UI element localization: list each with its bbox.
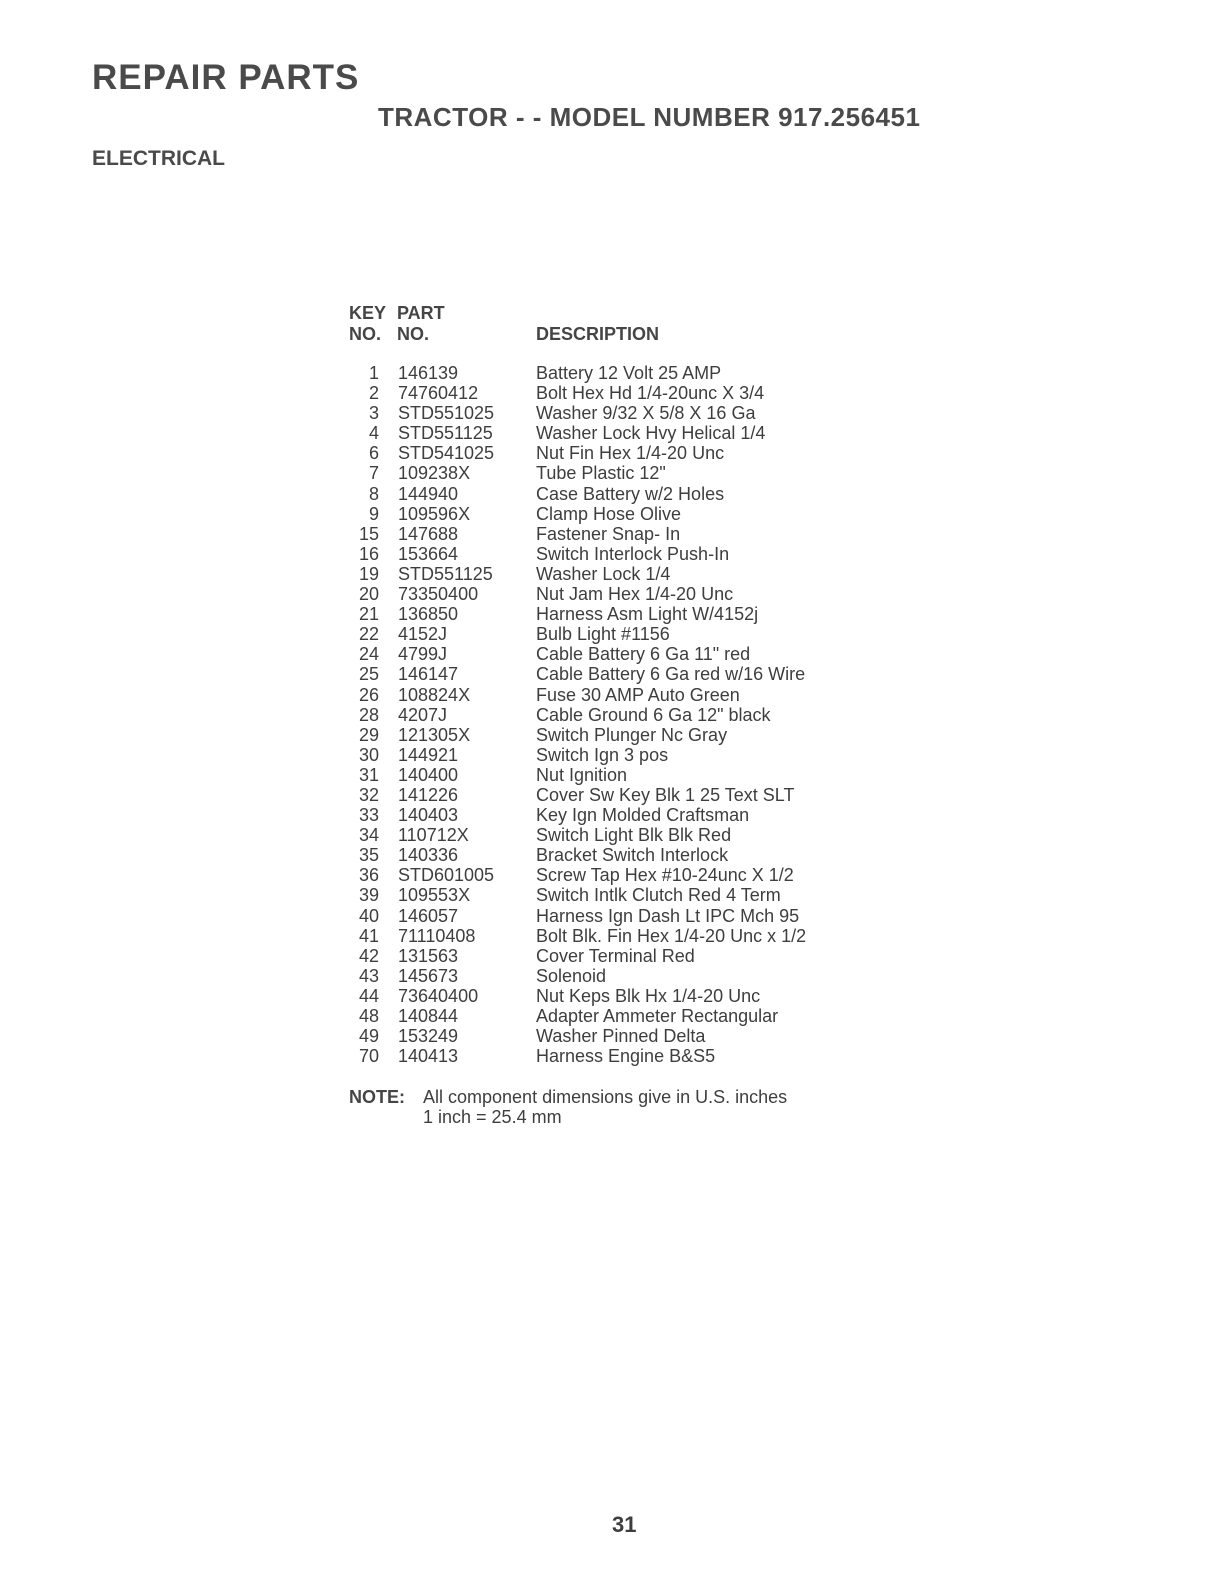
part-no: STD541025 [398,443,495,464]
part-no: STD551125 [398,563,493,584]
description: Key Ign Molded Craftsman [536,805,750,826]
key-no: 15 [358,523,379,544]
part-no: 74760412 [398,383,479,404]
key-no: 32 [358,784,379,805]
description: Washer Pinned Delta [536,1026,706,1047]
part-no: 110712X [398,825,469,846]
description: Harness Engine B&S5 [536,1046,716,1067]
part-no: 4207J [398,704,448,725]
description: Adapter Ammeter Rectangular [536,1006,779,1026]
part-no: 140403 [398,805,459,826]
part-no: 140336 [398,845,459,866]
key-no: 20 [358,584,379,605]
part-no-header [397,303,517,345]
note-text-line2: 1 inch = 25.4 mm [423,1107,562,1127]
key-no: 9 [368,503,379,524]
description: Battery 12 Volt 25 AMP [536,363,722,383]
key-no: 28 [358,704,379,725]
description: Switch Plunger Nc Gray [536,724,728,745]
description: Washer 9/32 X 5/8 X 16 Ga [536,403,756,424]
key-no: 25 [358,664,379,685]
part-no: 73350400 [398,584,479,605]
part-no: STD601005 [398,865,495,886]
part-no: STD551125 [398,423,493,444]
description: Fastener Snap- In [536,523,681,544]
key-no: 22 [358,624,379,645]
key-no: 34 [358,825,379,846]
key-no: 8 [368,483,379,504]
key-no: 40 [358,905,379,926]
part-no: 109596X [398,503,471,524]
description: Screw Tap Hex #10-24unc X 1/2 [536,865,794,886]
part-no: 145673 [398,965,459,986]
key-no: 42 [358,945,379,966]
key-no: 39 [358,885,379,906]
key-no: 44 [358,985,379,1006]
description: Harness Asm Light W/4152j [536,604,759,625]
part-no: 144921 [398,744,459,765]
part-no: 4799J [398,644,448,665]
key-no: 41 [358,925,379,946]
key-no: 3 [368,403,379,424]
note-line1 [349,1087,787,1107]
page-number: 31 [612,1512,637,1537]
key-no: 48 [358,1006,379,1026]
key-no: 35 [358,845,379,866]
part-no-header-line1: PART [397,303,445,323]
key-no: 49 [358,1026,379,1047]
page-title: REPAIR PARTS [92,58,360,97]
key-no: 26 [358,684,379,705]
description: Fuse 30 AMP Auto Green [536,684,740,705]
description: Case Battery w/2 Holes [536,483,725,504]
part-no: 108824X [398,684,471,705]
key-no: 29 [358,724,379,745]
description-header: DESCRIPTION [536,324,660,344]
part-no: 73640400 [398,985,479,1006]
key-no: 7 [368,463,379,484]
part-no: 146057 [398,905,459,926]
key-no: 36 [358,865,379,886]
description: Nut Fin Hex 1/4-20 Unc [536,443,725,464]
description: Switch Intlk Clutch Red 4 Term [536,885,781,906]
section-title: ELECTRICAL [92,147,225,170]
key-no: 70 [358,1046,379,1067]
key-no-header-line2: NO. [349,324,382,344]
key-no: 2 [368,383,379,404]
key-no-header [349,303,395,345]
description: Bolt Hex Hd 1/4-20unc X 3/4 [536,383,765,404]
key-no: 24 [358,644,379,665]
key-no: 16 [358,543,379,564]
key-no: 4 [368,423,379,444]
key-no: 6 [368,443,379,464]
description: Washer Lock 1/4 [536,563,671,584]
part-no: 140400 [398,764,459,785]
description: Cable Battery 6 Ga 11" red [536,644,751,665]
part-no: 109553X [398,885,471,906]
description: Clamp Hose Olive [536,503,682,524]
model-title: TRACTOR - - MODEL NUMBER 917.256451 [378,102,921,132]
part-no: 109238X [398,463,471,484]
note [349,1087,787,1127]
part-no: 136850 [398,604,459,625]
part-no: 146147 [398,664,459,685]
note-label: NOTE: [349,1087,405,1107]
description: Solenoid [536,965,607,986]
description: Nut Ignition [536,764,628,785]
key-no: 33 [358,805,379,826]
key-no: 21 [358,604,379,625]
part-no: 140413 [398,1046,459,1067]
description: Harness Ign Dash Lt IPC Mch 95 [536,905,800,926]
part-no: 147688 [398,523,459,544]
part-no: 146139 [398,363,459,383]
note-text-line1: All component dimensions give in U.S. inches [423,1087,788,1107]
part-no: 141226 [398,784,459,805]
part-no: 153664 [398,543,459,564]
description: Cable Ground 6 Ga 12" black [536,704,771,725]
part-no: 71110408 [398,925,476,946]
description: Nut Keps Blk Hx 1/4-20 Unc [536,985,761,1006]
description: Switch Ign 3 pos [536,744,669,765]
part-no: 121305X [398,724,471,745]
key-no: 31 [358,764,379,785]
description: Switch Interlock Push-In [536,543,730,564]
part-no: 131563 [398,945,459,966]
key-no: 19 [358,563,379,584]
description: Bolt Blk. Fin Hex 1/4-20 Unc x 1/2 [536,925,807,946]
key-no: 1 [368,363,379,383]
key-no: 30 [358,744,379,765]
description: Switch Light Blk Blk Red [536,825,732,846]
description: Bracket Switch Interlock [536,845,729,866]
part-no: 4152J [398,624,448,645]
description: Tube Plastic 12" [536,463,666,484]
description: Cable Battery 6 Ga red w/16 Wire [536,664,806,685]
description: Cover Sw Key Blk 1 25 Text SLT [536,784,795,805]
key-no-header-line1: KEY [349,303,387,323]
part-no: 153249 [398,1026,459,1047]
part-no: 140844 [398,1006,459,1026]
description: Cover Terminal Red [536,945,695,966]
description: Washer Lock Hvy Helical 1/4 [536,423,766,444]
description: Nut Jam Hex 1/4-20 Unc [536,584,734,605]
part-no: STD551025 [398,403,495,424]
description: Bulb Light #1156 [536,624,670,645]
part-no: 144940 [398,483,459,504]
part-no-header-line2: NO. [397,324,430,344]
key-no: 43 [358,965,379,986]
